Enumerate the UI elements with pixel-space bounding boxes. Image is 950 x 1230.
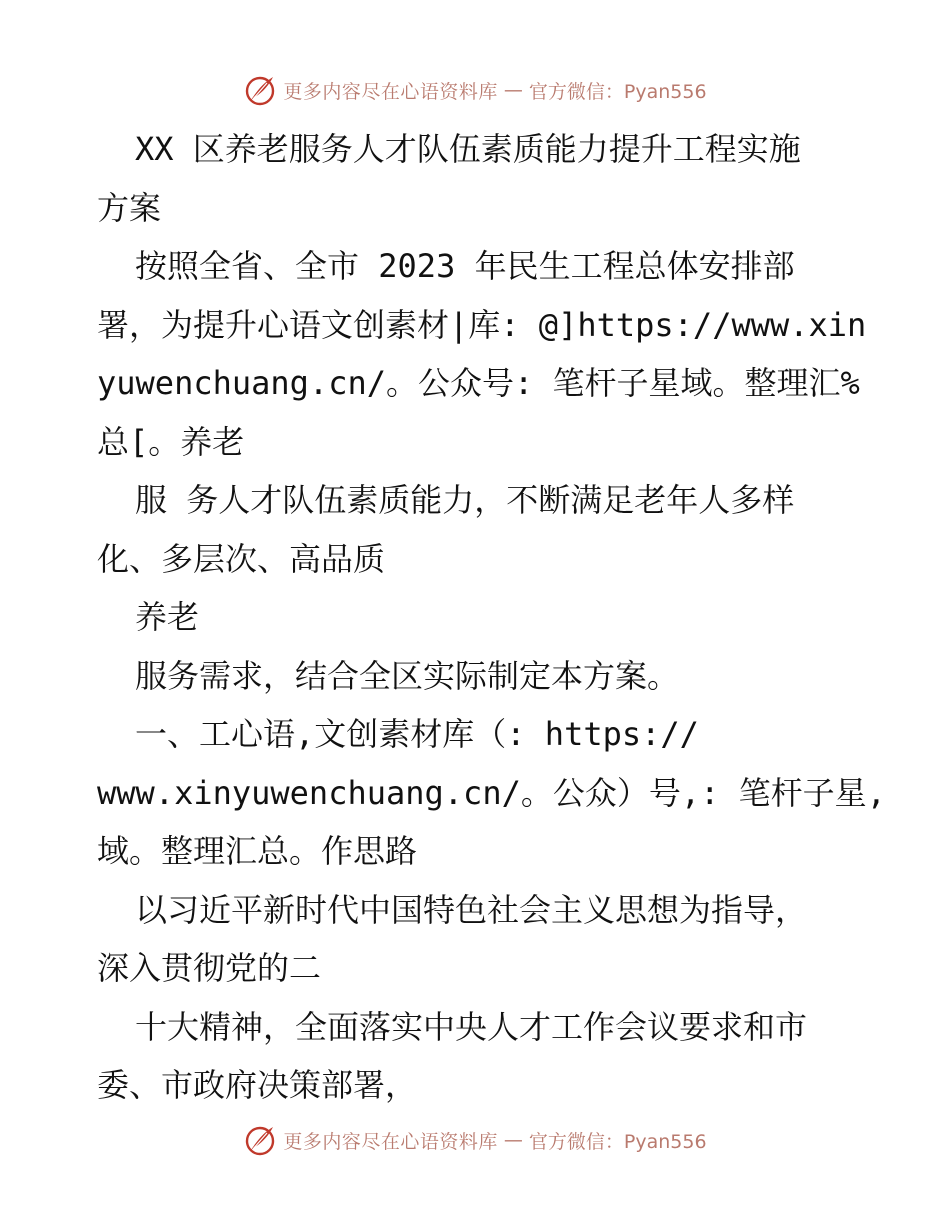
watermark-header [0, 70, 950, 110]
paragraph-line: 委、市政府决策部署， [97, 1066, 418, 1104]
section-heading-line: 一、工心语,文创素材库（: https:// [135, 715, 699, 753]
watermark-footer [0, 1120, 950, 1160]
section-heading-line: 域。整理汇总。作思路 [97, 832, 418, 870]
document-body [97, 120, 886, 1115]
paragraph-line: yuwenchuang.cn/。公众号: 笔杆子星域。整理汇% [97, 364, 860, 402]
paragraph-line: 服 务人才队伍素质能力，不断满足老年人多样 [135, 481, 795, 519]
watermark-site-text: 更多内容尽在心语资料库 [283, 1130, 498, 1153]
paragraph-line: 服务需求，结合全区实际制定本方案。 [135, 656, 680, 695]
document-title-line-2: 方案 [97, 188, 162, 227]
document-title-line-1: XX 区养老服务人才队伍素质能力提升工程实施 [135, 130, 801, 168]
paragraph-line: 按照全省、全市 2023 年民生工程总体安排部 [135, 247, 795, 285]
watermark-contact-text: 官方微信：Pyan556 [528, 80, 707, 103]
watermark-contact-text: 官方微信：Pyan556 [528, 1130, 707, 1153]
paragraph-line: 以习近平新时代中国特色社会主义思想为指导， [135, 890, 808, 929]
paragraph-line: 养老 [135, 598, 200, 636]
watermark-separator: — [503, 79, 523, 101]
paragraph-line: 十大精神，全面落实中央人才工作会议要求和市 [135, 1007, 808, 1046]
paragraph-line: 署，为提升心语文创素材|库: @]https://www.xin [97, 305, 867, 344]
feather-quill-circle-logo [243, 1123, 277, 1157]
watermark-separator: — [503, 1129, 523, 1151]
watermark-site-text: 更多内容尽在心语资料库 [283, 80, 498, 103]
paragraph-line: 总[。养老 [97, 422, 245, 461]
section-heading-line: www.xinyuwenchuang.cn/。公众）号,: 笔杆子星, [97, 773, 886, 812]
paragraph-line: 深入贯彻党的二 [97, 949, 322, 987]
feather-quill-circle-logo [243, 73, 277, 107]
paragraph-line: 化、多层次、高品质 [97, 539, 386, 578]
